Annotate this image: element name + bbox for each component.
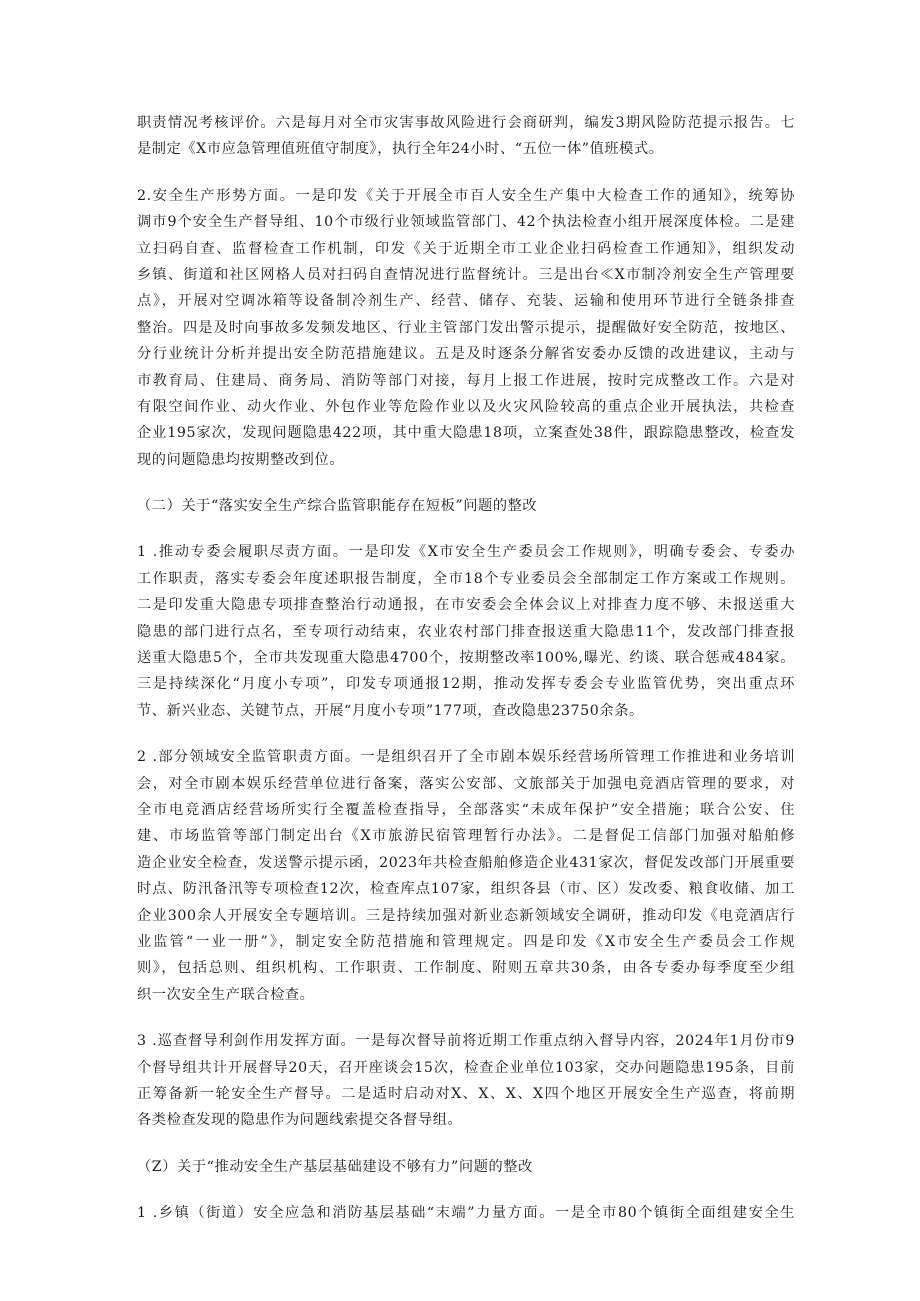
text-line: 三是持续深化“月度小专项”，印发专项通报12期，推动发挥专委会专业监管优势，突出重点环 [137, 676, 795, 693]
text-line: 1 .推动专委会履职尽责方面。一是印发《X市安全生产委员会工作规则》，明确专委会、专委办 [137, 544, 795, 561]
text-line: 2.安全生产形势方面。一是印发《关于开展全市百人安全生产集中大检查工作的通知》，统筹协 [137, 187, 795, 204]
text-line: 二是印发重大隐患专项排查整治行动通报，在市安委会全体会议上对排查力度不够、未报送重大 [137, 597, 795, 614]
text-line: 整治。四是及时向事故多发频发地区、行业主管部门发出警示提示，提醒做好安全防范，按地区、 [137, 319, 795, 336]
text-line: 有限空间作业、动火作业、外包作业等危险作业以及火灾风险较高的重点企业开展执法，共检查 [137, 398, 795, 415]
paragraph-committee-duties [137, 539, 795, 724]
section-heading-3 [137, 1154, 795, 1180]
heading-text: （Z）关于“推动安全生产基层基础建设不够有力”问题的整改 [137, 1158, 533, 1175]
text-line: 分行业统计分析并提出安全防范措施建议。五是及时逐条分解省安委办反馈的改进建议，主动与 [137, 346, 795, 363]
text-line: 时点、防汛备汛等专项检查12次，检查库点107家，组织各县（市、区）发改委、粮食收储、加工 [137, 881, 795, 898]
text-line: 个督导组共计开展督导20天，召开座谈会15次，检查企业单位103家，交办问题隐患195条，目前 [137, 1059, 795, 1076]
text-line: 乡镇、街道和社区网格人员对扫码自查情况进行监督统计。三是出台≪X市制冷剂安全生产管理要 [137, 266, 795, 283]
section-heading-2 [137, 493, 795, 519]
document-page [137, 110, 795, 1246]
paragraph-sector-supervision [137, 744, 795, 1008]
text-line: 全市电竞酒店经营场所实行全覆盖检查指导，全部落实“未成年保护”安全措施；联合公安、住 [137, 801, 795, 818]
heading-text: （二）关于“落实安全生产综合监管职能存在短板”问题的整改 [137, 498, 538, 515]
text-line: 调市9个安全生产督导组、10个市级行业领域监管部门、42个执法检查小组开展深度体检。二是建 [137, 214, 795, 231]
text-line: 节、新兴业态、关键节点，开展“月度小专项”177项，查改隐患23750余条。 [137, 702, 644, 719]
text-line: 职责情况考核评价。六是每月对全市灾害事故风险进行会商研判，编发3期风险防范提示报告。七 [137, 115, 795, 131]
text-line: 现的问题隐患均按期整改到位。 [137, 451, 345, 468]
text-line: 正筹备新一轮安全生产督导。二是适时启动对X、X、X、X四个地区开展安全生产巡查，将前期 [137, 1085, 795, 1102]
text-line: 3 .巡查督导利剑作用发挥方面。一是每次督导前将近期工作重点纳入督导内容，2024年1月份市9 [137, 1033, 795, 1050]
paragraph-inspection-supervision [137, 1028, 795, 1134]
text-line: 1 .乡镇（街道）安全应急和消防基层基础“末端”力量方面。一是全市80个镇街全面组建安全生 [137, 1205, 795, 1222]
text-line: 则》，包括总则、组织机构、工作职责、工作制度、附则五章共30条，由各专委办每季度至少组 [137, 960, 795, 977]
text-line: 工作职责，落实专委会年度述职报告制度，全市18个专业委员会全部制定工作方案或工作规则。 [137, 570, 795, 587]
paragraph-grassroots-force [137, 1200, 795, 1226]
text-line: 会，对全市剧本娱乐经营单位进行备案，落实公安部、文旅部关于加强电竞酒店管理的要求，对 [137, 775, 795, 792]
text-line: 点》，开展对空调冰箱等设备制冷剂生产、经营、储存、充装、运输和使用环节进行全链条排查 [137, 293, 795, 310]
paragraph-safety-situation [137, 183, 795, 473]
text-line: 是制定《X市应急管理值班值守制度》，执行全年24小时、“五位一体”值班模式。 [137, 141, 664, 158]
text-line: 送重大隐患5个，全市共发现重大隐患4700个，按期整改率100%,曝光、约谈、联合惩戒484家。 [137, 650, 795, 667]
text-line: 各类检查发现的隐患作为问题线索提交各督导组。 [137, 1112, 463, 1129]
text-line: 立扫码自查、监督检查工作机制，印发《关于近期全市工业企业扫码检查工作通知》，组织发动 [137, 240, 795, 257]
text-line: 业监管“一业一册”》，制定安全防范措施和管理规定。四是印发《X市安全生产委员会工作规 [137, 933, 795, 950]
text-line: 市教育局、住建局、商务局、消防等部门对接，每月上报工作进展，按时完成整改工作。六是对 [137, 372, 795, 389]
paragraph-duty-system [137, 110, 795, 163]
text-line: 2 .部分领域安全监管职责方面。一是组织召开了全市剧本娱乐经营场所管理工作推进和业务培训 [137, 749, 795, 766]
text-line: 织一次安全生产联合检查。 [137, 986, 315, 1003]
text-line: 企业195家次，发现问题隐患422项，其中重大隐患18项，立案查处38件，跟踪隐患整改，检查发 [137, 425, 795, 442]
text-line: 企业300余人开展安全专题培训。三是持续加强对新业态新领域安全调研，推动印发《电竞酒店行 [137, 907, 795, 924]
text-line: 造企业安全检查，发送警示提示函，2023年共检查船舶修造企业431家次，督促发改部门开展重要 [137, 854, 795, 871]
text-line: 隐患的部门进行点名，至专项行动结束，农业农村部门排查报送重大隐患11个，发改部门排查报 [137, 623, 795, 640]
text-line: 建、市场监管等部门制定出台《X市旅游民宿管理暂行办法》。二是督促工信部门加强对船舶修 [137, 828, 795, 845]
